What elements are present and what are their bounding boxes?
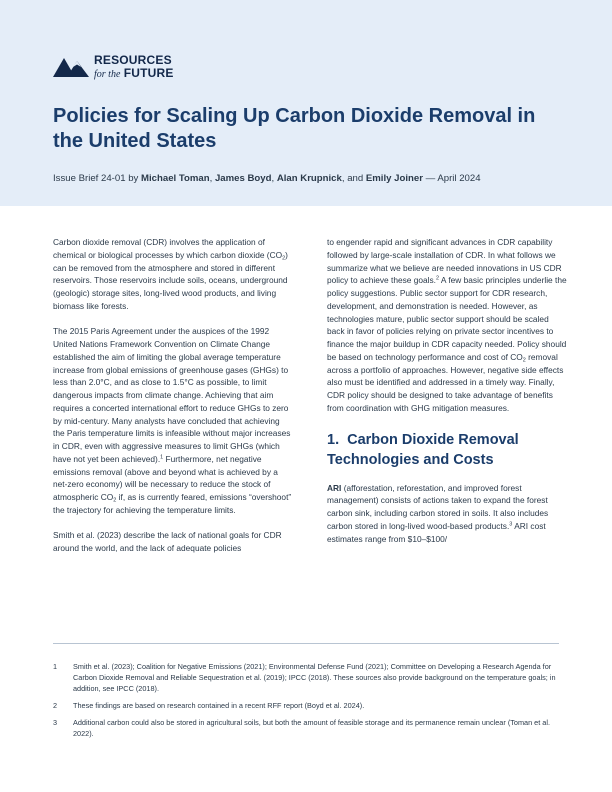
logo-text-future	[94, 66, 174, 80]
footnote-text: These findings are based on research contained in a recent RFF report (Boyd et al. 2024).	[73, 701, 365, 710]
subscript: 2	[282, 255, 286, 262]
right-column	[327, 236, 567, 545]
author-name: Alan Krupnick	[276, 173, 342, 184]
rff-logo[interactable]	[53, 53, 193, 79]
byline-separator: ,	[209, 173, 215, 184]
byline-prefix: Issue Brief 24-01 by	[53, 173, 141, 184]
footnote-text: Smith et al. (2023); Coalition for Negative Emissions (2021); Environmental Defense Fund (2021); Committee on Developing a Research Agenda for Carbon Dioxide Removal and Reliable Sequestration et al. (2019); IPCC (2018). These sources also provide background on the temperature goals; in addition, see IPCC (2018).	[73, 662, 556, 693]
section-number: 1.	[327, 431, 340, 448]
footnote-ref-3[interactable]: 3	[509, 521, 513, 528]
header-banner	[0, 0, 612, 206]
byline-date: — April 2024	[422, 173, 481, 184]
mountain-logo-icon	[53, 55, 89, 77]
body-paragraph: ARI (afforestation, reforestation, and improved forest management) consists of actions taken to expand the forest carbon sink, including carbon stored in soils. It also includes carbon stored in long-lived wood-based products.$^3$ ARI cost estimates range from $10–$100/	[327, 482, 549, 544]
footnote-number: 1	[53, 662, 58, 671]
subscript: 2	[113, 497, 117, 504]
body-paragraph: The 2015 Paris Agreement under the auspices of the 1992 United Nations Framework Convention on Climate Change established the aim of limiting the global average temperature increase from global emissions of greenhouse gases (GHGs) to less than 2.0°C, and as close to 1.5°C as possible, to limit dangerous impacts from climate change. Achieving that aim requires a concerted international effort to reduce GHGs to zero by mid-century. Many analysts have concluded that achieving the Paris temperature limits is infeasible without major increases in CDR, even with aggressive measures to limit GHGs (which have not yet been achieved).$^1$ Furthermore, net negative emissions removal (above and beyond what is achieved by a net-zero economy) will be necessary to reduce the stock of atmospheric $CO_2$ if, as is currently feared, emissions “overshoot” the trajectory for achieving the temperature limits.	[53, 326, 292, 515]
footnote-ref-2[interactable]: 2	[436, 275, 440, 282]
footnote-ref-1[interactable]: 1	[160, 454, 164, 461]
body-paragraph: to engender rapid and significant advances in CDR capability followed by large-scale installation of CDR. In what follows we summarize what we believe are needed innovations in US CDR policy to achieve these goals.$^2$ A few basic principles underlie the policy suggestions. Public sector support for CDR research, development, and demonstration is needed. However, as technologies mature, public sector support should be scaled back in favor of policies relying on private sector incentives to finance the major buildup in CDR capacity needed. Policy should be based on technology performance and cost of $CO_2$ removal across a portfolio of approaches. However, negative side effects also must be identified and addressed in a timely way. Finally, CDR policy should be designed to take advantage of benefits from coordination with GHG mitigation measures.	[327, 237, 567, 413]
footnote	[53, 700, 563, 711]
page-title: Policies for Scaling Up Carbon Dioxide Removal in the United States	[53, 105, 536, 152]
footnote	[53, 717, 563, 739]
footnote-number: 2	[53, 701, 58, 710]
footnote-number: 3	[53, 718, 58, 727]
term-bold: ARI	[327, 482, 342, 493]
author-name: James Boyd	[214, 173, 272, 184]
footnote-divider	[53, 643, 559, 644]
body-paragraph: Carbon dioxide removal (CDR) involves the application of chemical or biological processes by which carbon dioxide $(CO_2)$ can be removed from the atmosphere and stored in different reservoirs. Those reservoirs include soils, oceans, underground (geologic) storage sites, long-lived wood products, and living biomass like forests.	[53, 237, 288, 311]
footnote-text: Additional carbon could also be stored in agricultural soils, but both the amount of feasible storage and its permanence remain unclear (Toman et al. 2022).	[73, 718, 551, 738]
footnote	[53, 661, 563, 694]
logo-text-for-the: for the	[94, 69, 121, 80]
footnotes	[53, 661, 563, 745]
author-name: Emily Joiner	[365, 173, 423, 184]
section-title: Carbon Dioxide Removal Technologies and Costs	[327, 431, 519, 468]
body-paragraph: Smith et al. (2023) describe the lack of national goals for CDR around the world, and the lack of adequate policies	[53, 530, 282, 553]
byline-separator: ,	[271, 173, 277, 184]
logo-text-resources: RESOURCES	[94, 53, 172, 67]
byline	[53, 173, 481, 184]
section-heading	[327, 430, 567, 470]
author-name: Michael Toman	[141, 173, 210, 184]
byline-separator: , and	[341, 173, 366, 184]
left-column	[53, 236, 293, 555]
logo-text-future-word: FUTURE	[123, 66, 174, 80]
subscript: 2	[522, 357, 526, 364]
